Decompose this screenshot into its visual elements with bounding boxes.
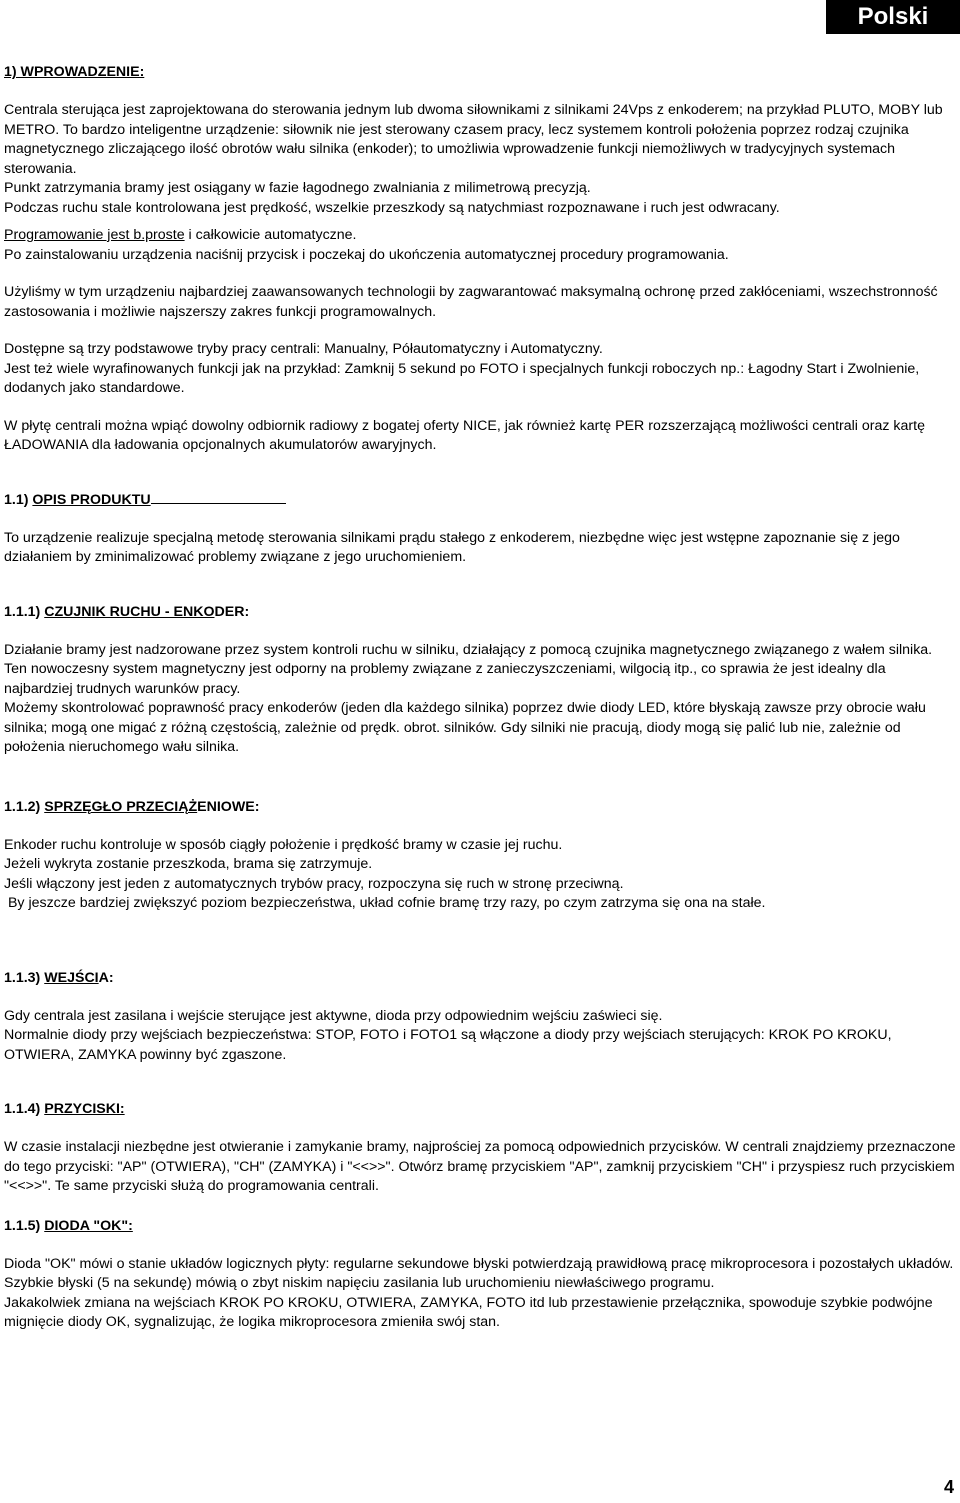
- paragraph: Ten nowoczesny system magnetyczny jest odporny na problemy związane z zanieczyszczeniami, wilgocią itp., co sprawia że jest idealny dla najbardziej trudnych warunków pracy.: [4, 661, 886, 697]
- paragraph: Dostępne są trzy podstawowe tryby pracy centrali: Manualny, Półautomatyczny i Automatyczny.: [4, 341, 603, 357]
- title-rule: [151, 503, 286, 504]
- paragraph: Możemy skontrolować poprawność pracy enkoderów (jeden dla każdego silnika) poprzez dwie diody LED, które błyskają zawsze przy obrocie wału silnika; mogą one migać z różną częstością, zależnie od prędk. obrot. silników. Gdy silniki nie pracują, diody mogą się palić lub nie, zależnie od położenia nieruchomego wału silnika.: [4, 700, 926, 755]
- paragraph: Jeśli włączony jest jeden z automatycznych trybów pracy, rozpoczyna się ruch w stronę przeciwną.: [4, 875, 624, 892]
- section-title-1-1-4: 1.1.4) PRZYCISKI:: [4, 1101, 125, 1117]
- paragraph: Normalnie diody przy wejściach bezpieczeństwa: STOP, FOTO i FOTO1 są włączone a diody przy wejściach sterujących: KROK PO KROKU, OTWIERA, ZAMYKA powinny być zgaszone.: [4, 1027, 892, 1063]
- paragraph: To urządzenie realizuje specjalną metodę sterowania silnikami prądu stałego z enkoderem, niezbędne więc jest wstępne zapoznanie się z jego działaniem by zminimalizować problemy związane z jego uruchomieniem.: [4, 529, 900, 565]
- paragraph: Punkt zatrzymania bramy jest osiągany w fazie łagodnego zwalniania z milimetrową precyzją.: [4, 180, 591, 196]
- section-title-intro: 1) WPROWADZENIE:: [4, 64, 145, 80]
- paragraph: Enkoder ruchu kontroluje w sposób ciągły położenie i prędkość bramy w czasie jej ruchu.: [4, 836, 563, 853]
- paragraph: Jakakolwiek zmiana na wejściach KROK PO KROKU, OTWIERA, ZAMYKA, FOTO itd lub przestawienie przełącznika, spowoduje szybkie podwójne mignięcie diody OK, sygnalizując, że logika mikroprocesora zmieniła swój stan.: [4, 1294, 933, 1330]
- section-title-1-1-3: 1.1.3) WEJŚCIA:: [4, 969, 114, 986]
- paragraph: W płytę centrali można wpiąć dowolny odbiornik radiowy z bogatej oferty NICE, jak również kartę PER rozszerzającą możliwości centrali oraz kartę ŁADOWANIA dla ładowania opcjonalnych akumulatorów awaryjnych.: [4, 417, 925, 453]
- paragraph: Gdy centrala jest zasilana i wejście sterujące jest aktywne, dioda przy odpowiednim wejściu zaświeci się.: [4, 1007, 663, 1024]
- language-label: Polski: [826, 0, 960, 34]
- paragraph: W czasie instalacji niezbędne jest otwieranie i zamykanie bramy, najprościej za pomocą odpowiednich przycisków. W centrali znajdziemy przeznaczone do tego przyciski: "AP" (OTWIERA), "CH" (ZAMYKA) i "<<>>". Otwórz bramę przyciskiem "AP", zamknij przyciskiem "CH" i przyspiesz ruch przyciskiem "<<>>". Te same przyciski służą do programowania centrali.: [4, 1139, 956, 1194]
- section-title-1-1-1: 1.1.1) CZUJNIK RUCHU - ENKODER:: [4, 603, 250, 620]
- paragraph: Podczas ruchu stale kontrolowana jest prędkość, wszelkie przeszkody są natychmiast rozpoznawane i ruch jest odwracany.: [4, 199, 780, 216]
- paragraph: Jeżeli wykryta zostanie przeszkoda, brama się zatrzymuje.: [4, 856, 373, 872]
- paragraph: Działanie bramy jest nadzorowane przez system kontroli ruchu w silniku, działający z pomocą czujnika magnetycznego związanego z wałem silnika.: [4, 641, 933, 658]
- paragraph: Jest też wiele wyrafinowanych funkcji jak na przykład: Zamknij 5 sekund po FOTO i specjalnych funkcji roboczych np.: Łagodny Start i Zwolnienie, dodanych jako standardowe.: [4, 360, 920, 396]
- page-number: 4: [943, 1477, 954, 1497]
- section-title-1-1-5: 1.1.5) DIODA "OK":: [4, 1217, 133, 1234]
- paragraph-programming: Programowanie jest b.proste i całkowicie automatyczne.: [4, 227, 357, 243]
- paragraph: Dioda "OK" mówi o stanie układów logicznych płyty: regularne sekundowe błyski potwierdzają prawidłową pracę mikroprocesora i pozostałych układów. Szybkie błyski (5 na sekundę) mówią o zbyt niskim napięciu zasilania lub uruchomieniu niewłaściwego programu.: [4, 1255, 954, 1291]
- paragraph: Po zainstalowaniu urządzenia naciśnij przycisk i poczekaj do ukończenia automatycznej procedury programowania.: [4, 246, 729, 263]
- document-body: [4, 63, 956, 1333]
- paragraph: By jeszcze bardziej zwiększyć poziom bezpieczeństwa, układ cofnie bramę trzy razy, po czym zatrzyma się ona na stałe.: [4, 895, 766, 911]
- paragraph: Centrala sterująca jest zaprojektowana do sterowania jednym lub dwoma siłownikami z silnikami 24Vps z enkoderem; na przykład PLUTO, MOBY lub METRO. To bardzo inteligentne urządzenie: siłownik nie jest sterowany czasem pracy, lecz systemem kontroli położenia poprzez rodzaj czujnika magnetycznego zliczającego ilość obrotów wału silnika (enkoder); to umożliwia wprowadzenie funkcji niemożliwych w tradycyjnych systemach sterowania.: [4, 102, 943, 177]
- section-title-1-1: 1.1) OPIS PRODUKTU: [4, 491, 956, 511]
- paragraph: Użyliśmy w tym urządzeniu najbardziej zaawansowanych technologii by zagwarantować maksymalną ochronę przed zakłóceniami, wszechstronność zastosowania i możliwie najszerszy zakres funkcji programowalnych.: [4, 284, 938, 320]
- section-title-1-1-2: 1.1.2) SPRZĘGŁO PRZECIĄŻENIOWE:: [4, 798, 260, 815]
